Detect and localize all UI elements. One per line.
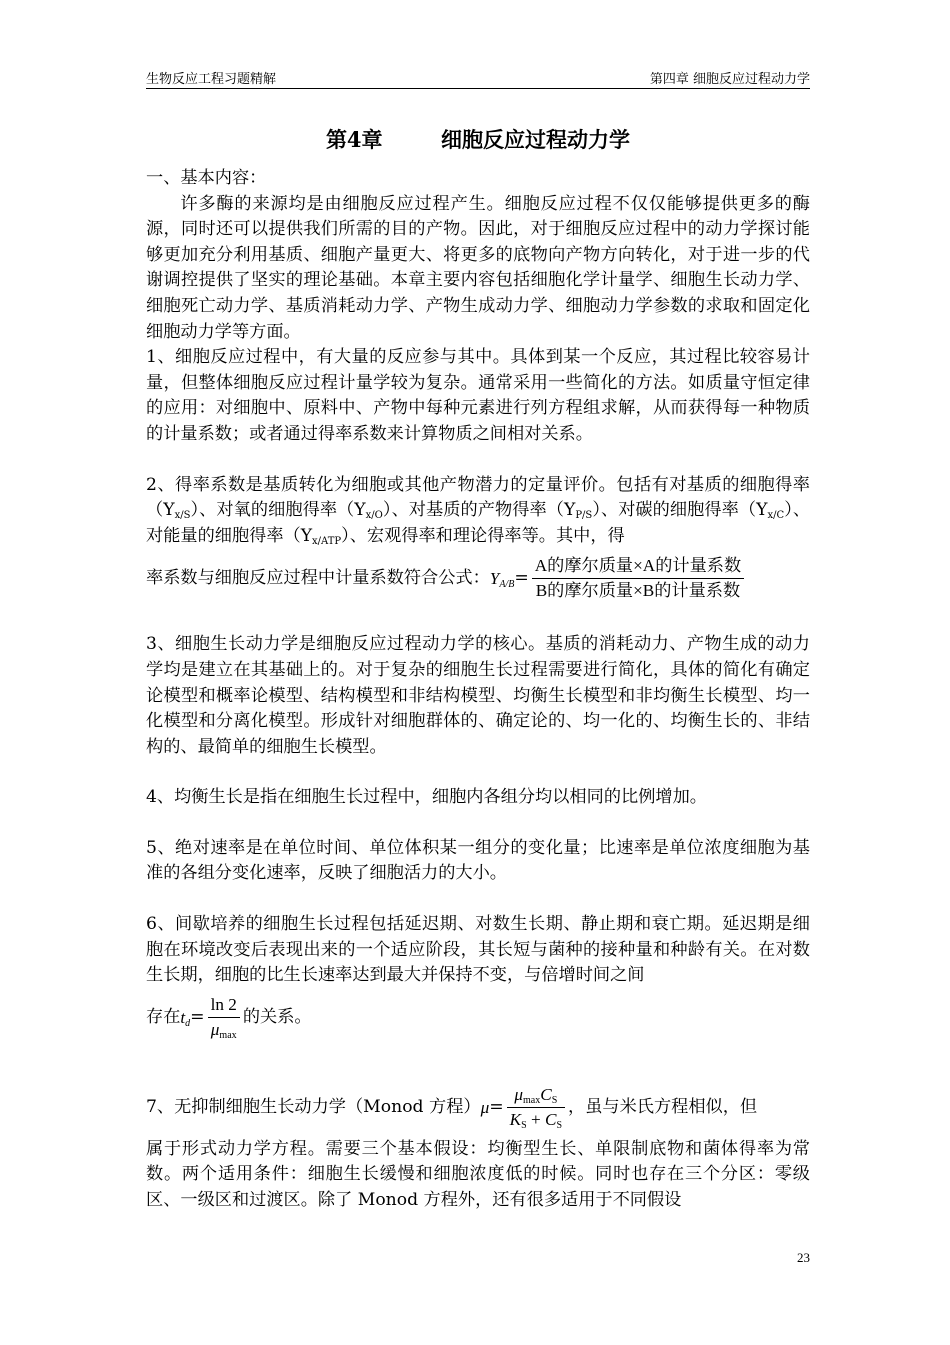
item-3: 3、细胞生长动力学是细胞反应过程动力学的核心。基质的消耗动力、产物生成的动力学均是建立在其基础上的。对于复杂的细胞生长过程需要进行简化，具体的简化有确定论模型和概率论模型、结构模型和非结构模型、均衡生长模型和非均衡生长模型、均一化模型和分离化模型。形成针对细胞群体的、确定论的、均一化的、均衡生长的、非结构的、最简单的细胞生长模型。 xyxy=(146,634,810,757)
section-heading: 一、基本内容： xyxy=(146,168,267,188)
main-content xyxy=(146,166,810,1214)
item-5: 5、绝对速率是在单位时间、单位体积某一组分的变化量；比速率是单位浓度细胞为基准的各组分变化速率，反映了细胞活力的大小。 xyxy=(146,837,810,884)
item-6: 6、间歇培养的细胞生长过程包括延迟期、对数生长期、静止期和衰亡期。延迟期是细胞在环境改变后表现出来的一个适应阶段，其长短与菌种的接种量和种龄有关。在对数生长期，细胞的比生长速率达到最大并保持不变，与倍增时间之间 xyxy=(146,914,810,986)
monod-fraction: $\frac{\mu_{max}C_S}{K_S + C_S}$ xyxy=(507,1083,565,1132)
paragraph-gap xyxy=(146,760,810,785)
doubling-time-fraction: $\frac{\ln 2}{\mu_{max}}$ xyxy=(208,993,240,1042)
paragraph-gap xyxy=(146,1047,810,1079)
doubling-time-formula-line: 存在 $t_d$ = $\frac{\ln 2}{\mu_{max}}$ 的关系。 xyxy=(146,995,312,1042)
chapter-title: 第4章 细胞反应过程动力学 xyxy=(325,127,631,152)
monod-lhs: μ xyxy=(480,1098,490,1118)
paragraph-gap xyxy=(146,811,810,836)
item-4: 4、均衡生长是指在细胞生长过程中，细胞内各组分均以相同的比例增加。 xyxy=(146,787,707,808)
item-1: 1、细胞反应过程中，有大量的反应参与其中。具体到某一个反应，其过程比较容易计量，但整体细胞反应过程计量学较为复杂。通常采用一些简化的方法。如质量守恒定律的应用：对细胞中、原料中、产物中每种元素进行列方程组求解，从而获得每一种物质的计量系数；或者通过得率系数来计算物质之间相对关系。 xyxy=(146,347,810,444)
paragraph-gap xyxy=(146,448,810,473)
page-number: 23 xyxy=(797,1250,810,1265)
paragraph-gap xyxy=(146,607,810,632)
item-7-text: 属于形式动力学方程。需要三个基本假设：均衡型生长、单限制底物和菌体得率为常数。两个适用条件：细胞生长缓慢和细胞浓度低的时候。同时也存在三个分区：零级区、一级区和过渡区。除了 Monod 方程外，还有很多适用于不同假设 xyxy=(146,1138,810,1211)
paragraph-gap xyxy=(146,887,810,912)
yield-formula-lhs: $Y_{A/B}$ xyxy=(489,568,515,590)
running-header xyxy=(146,66,810,89)
item-2: 2、得率系数是基质转化为细胞或其他产物潜力的定量评价。包括有对基质的细胞得率$(Y_{x/S})$、对氧的细胞得率$(Y_{x/O})$、对基质的产物得率$(Y_{P/S})$、对碳的细胞得率$(Y_{x/C})$、对能量的细胞得率$(Y_{x/ATP})$、宏观得率和理论得率等。其中，得 xyxy=(146,474,811,547)
yield-fraction: $\frac{\text{A的摩尔质量×A的计量系数}}{\text{B的摩尔质量×B的计量系数}}$ xyxy=(532,554,744,603)
intro-paragraph: 许多酶的来源均是由细胞反应过程产生。细胞反应过程不仅仅能够提供更多的酶源，同时还可以提供我们所需的目的产物。因此，对于细胞反应过程中的动力学探讨能够更加充分利用基质、细胞产量更大、将更多的底物向产物方向转化，对于进一步的代谢调控提供了坚实的理论基础。本章主要内容包括细胞化学计量学、细胞生长动力学、细胞死亡动力学、基质消耗动力学、产物生成动力学、细胞动力学参数的求取和固定化细胞动力学等方面。 xyxy=(146,193,810,342)
doubling-time-lhs: $t_d$ xyxy=(180,1008,191,1030)
header-book-title: 生物反应工程习题精解 xyxy=(146,72,277,87)
header-chapter-title: 第四章 细胞反应过程动力学 xyxy=(649,72,810,87)
monod-formula-line: 7、无抑制细胞生长动力学（Monod 方程） μ = $\frac{\mu_{max}C_S}{K_S + C_S}$ ，虽与米氏方程相似，但 xyxy=(146,1085,758,1132)
yield-formula-line: 率系数与细胞反应过程中计量系数符合公式： $Y_{A/B}$ = $\frac{\text{A的摩尔质量×A的计量系数}}{\text{B的摩尔质量×B的计量系数}}$ xyxy=(146,549,810,607)
